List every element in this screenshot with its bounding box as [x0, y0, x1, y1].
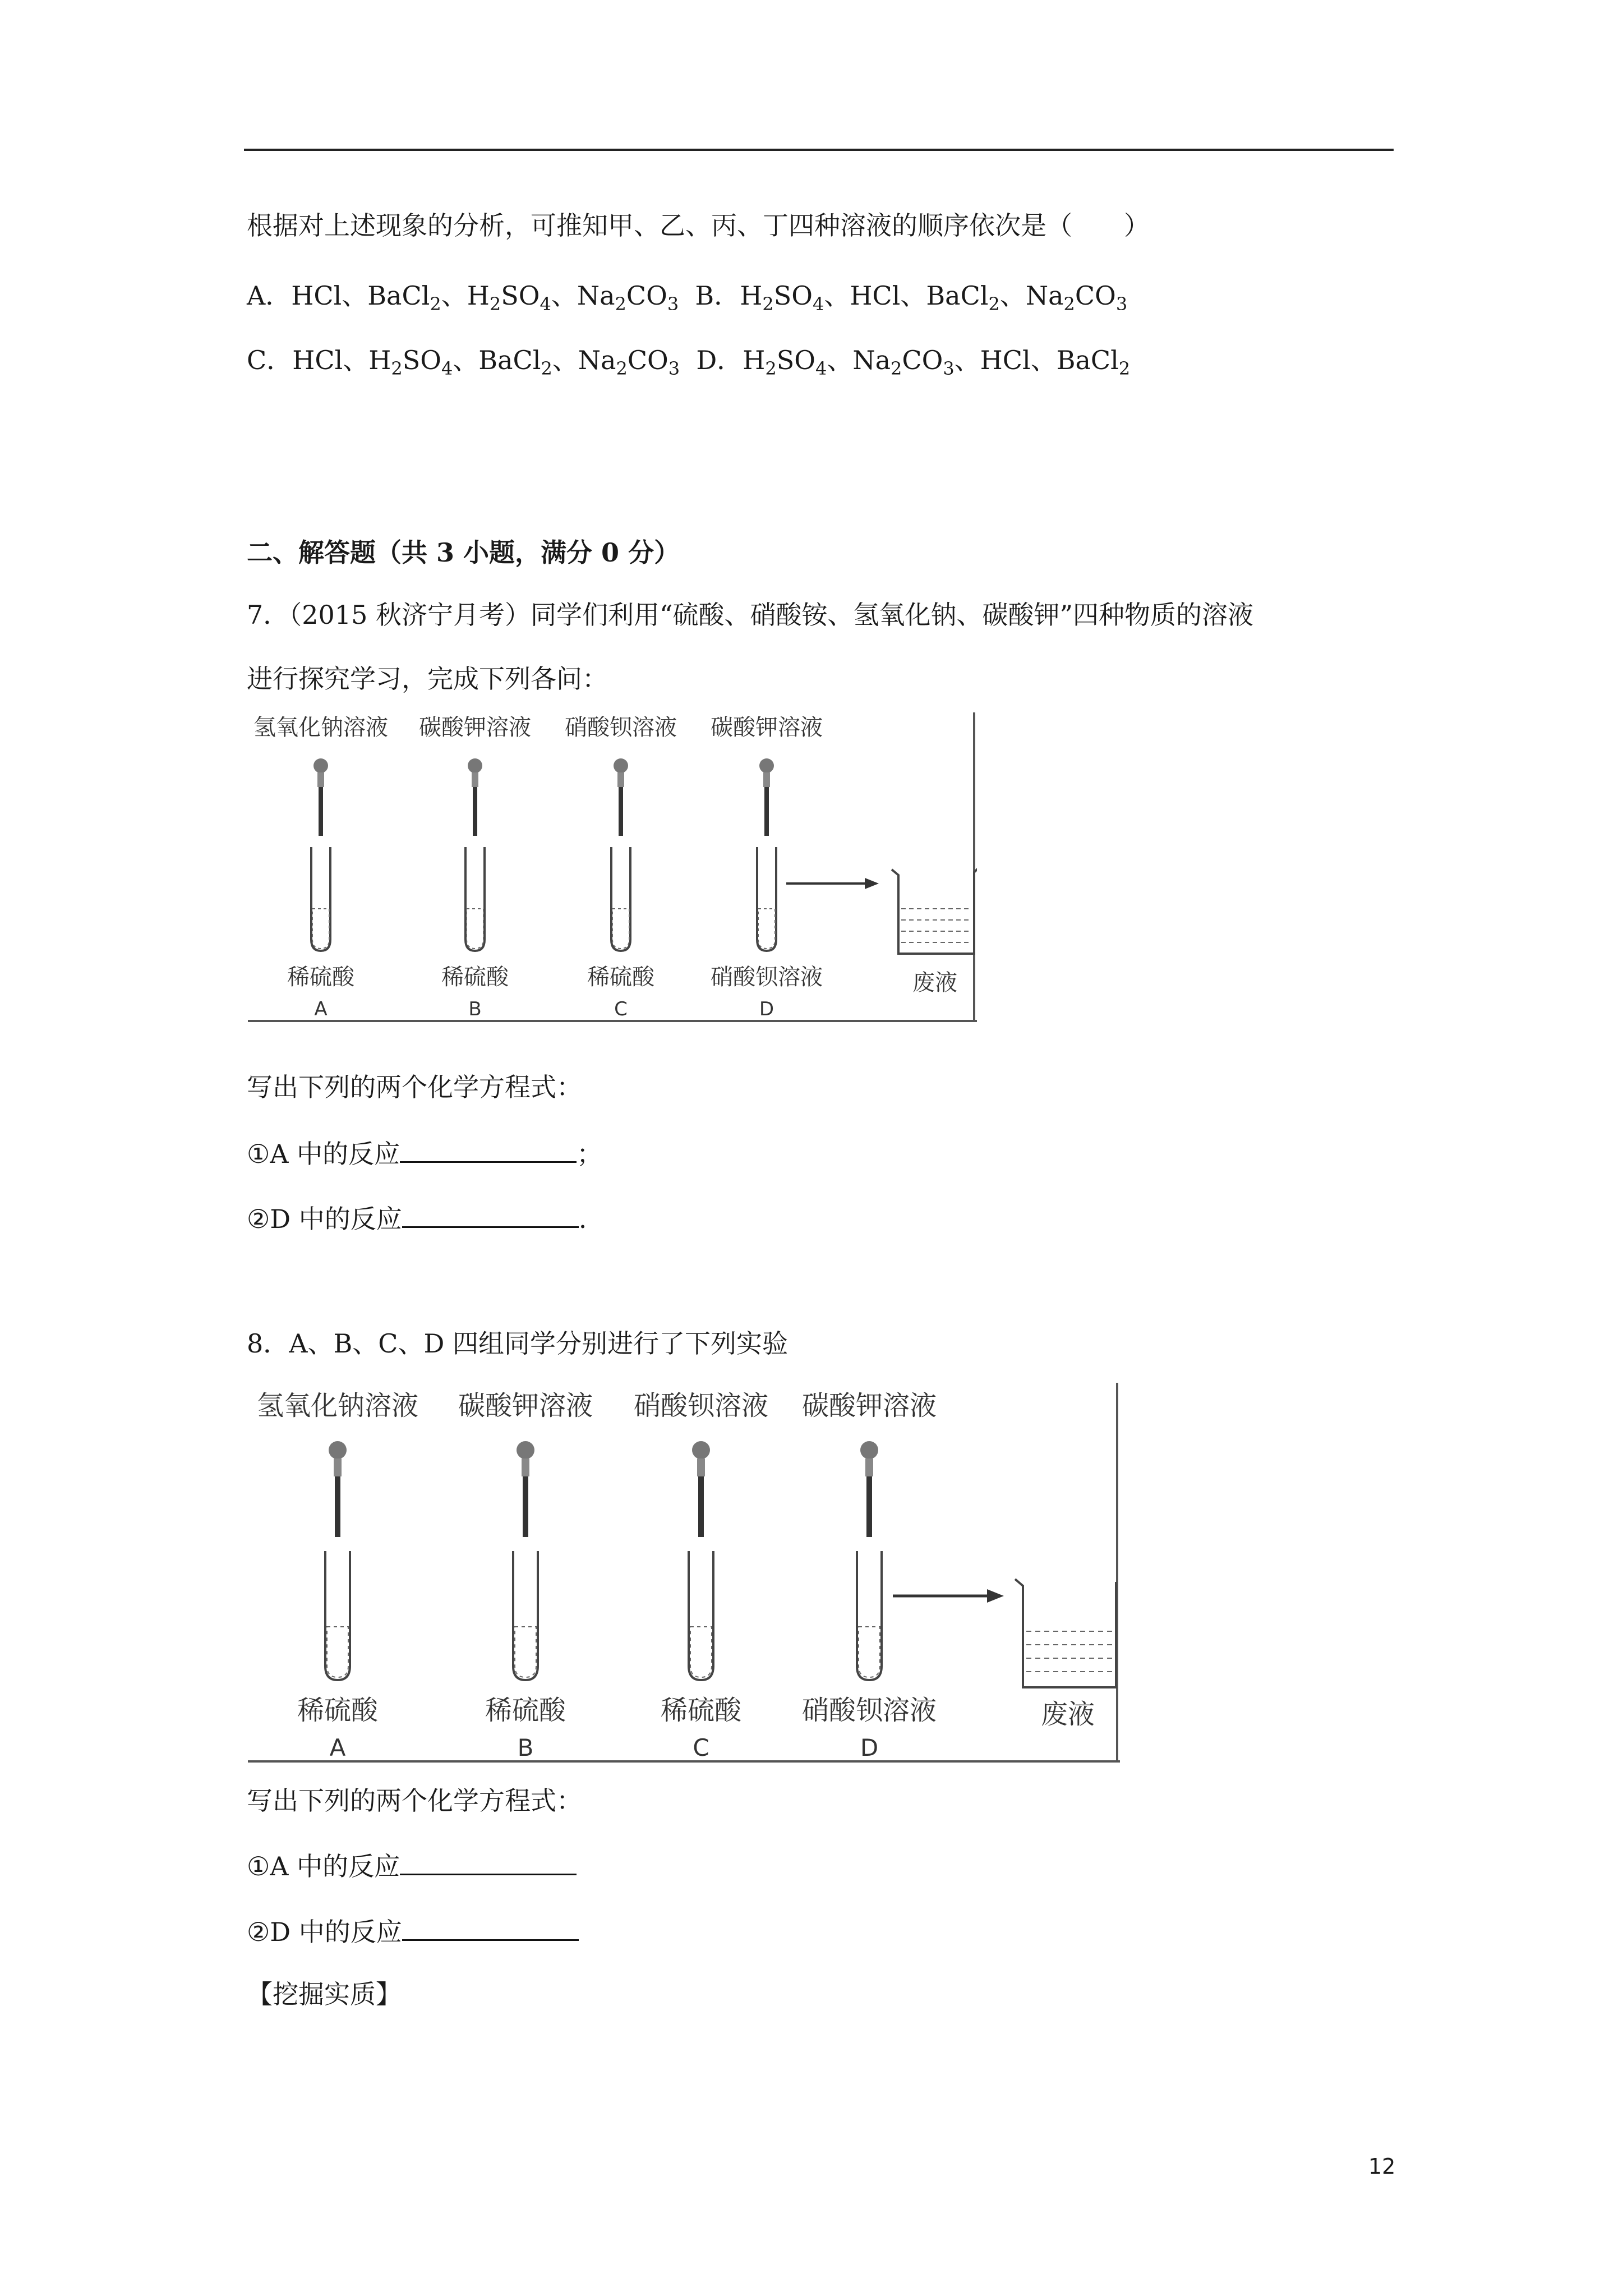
- q7-dropper-label-3: 硝酸钡溶液: [565, 715, 677, 740]
- q7-test-tube-a: [287, 847, 355, 1020]
- q7-tube-label-a: 稀硫酸: [287, 964, 354, 990]
- q8-dropper-label-3: 硝酸钡溶液: [633, 1390, 769, 1421]
- q7-answer-a-end: ；: [577, 1139, 603, 1169]
- q8-letter-d: D: [860, 1734, 879, 1761]
- option-d-label: D．: [696, 345, 743, 375]
- q7-letter-a: A: [314, 998, 328, 1020]
- q7-stem-line1: 7．（2015 秋济宁月考）同学们利用“硫酸、硝酸铵、氢氧化钠、碳酸钾”四种物质的溶液: [247, 600, 1253, 630]
- q7-beaker-label: 废液: [912, 970, 957, 996]
- q8-dropper-4: [802, 1390, 937, 1537]
- q8-dropper-3: [634, 1390, 768, 1537]
- q8-dropper-label-1: 氢氧化钠溶液: [256, 1390, 419, 1421]
- q7-test-tube-b: [441, 847, 509, 1020]
- q7-answer-d-label: ②D 中的反应: [247, 1204, 402, 1234]
- option-d-text: $H_2SO_4$、$Na_2CO_3$、HCl、BaCl$_2$: [743, 345, 1131, 379]
- q7-answer-d-end: .: [578, 1204, 587, 1234]
- q8-letter-c: C: [693, 1734, 709, 1761]
- q7-tube-label-b: 稀硫酸: [441, 964, 509, 990]
- q8-dropper-label-2: 碳酸钾溶液: [458, 1390, 593, 1421]
- option-c-text: HCl、$H_2SO_4$、BaCl$_2$、$Na_2CO_3$: [292, 345, 680, 379]
- q8-tube-label-b: 稀硫酸: [485, 1695, 566, 1726]
- option-c-label: C．: [247, 345, 293, 375]
- q6-options-cd: [247, 343, 1130, 377]
- q8-dropper-1: [257, 1390, 418, 1537]
- q7-prompt: 写出下列的两个化学方程式：: [247, 1072, 582, 1102]
- q8-arrow: [893, 1589, 1004, 1603]
- q8-test-tube-d: [802, 1551, 937, 1761]
- q8-stem: 8．A、B、C、D 四组同学分别进行了下列实验: [247, 1328, 788, 1359]
- q6-options-ab: [247, 279, 1128, 315]
- q8-letter-b: B: [517, 1734, 534, 1761]
- q8-answer-d-label: ②D 中的反应: [247, 1917, 402, 1947]
- q7-dropper-label-2: 碳酸钾溶液: [419, 715, 531, 740]
- q7-dropper-label-4: 碳酸钾溶液: [711, 715, 823, 740]
- q7-tube-label-c: 稀硫酸: [587, 964, 654, 990]
- option-b-text: $H_2SO_4$、HCl、BaCl$_2$、$Na_2CO_3$: [740, 280, 1128, 315]
- q7-answer-a-blank[interactable]: [400, 1137, 577, 1163]
- q8-dropper-label-4: 碳酸钾溶液: [801, 1390, 937, 1421]
- page-number: 12: [1368, 2154, 1396, 2179]
- q8-test-tube-a: [297, 1551, 379, 1761]
- header-rule: [244, 149, 1394, 151]
- q8-answer-a-label: ①A 中的反应: [247, 1851, 400, 1881]
- option-a-text: HCl、BaCl$_2$、$H_2SO_4$、$Na_2CO_3$: [291, 280, 679, 315]
- q8-answer-d-blank[interactable]: [402, 1915, 579, 1941]
- q8-tube-label-a: 稀硫酸: [297, 1695, 379, 1726]
- q7-answer-a: [247, 1137, 602, 1171]
- q8-test-tube-b: [485, 1551, 566, 1761]
- q7-dropper-2: [419, 715, 531, 836]
- section-heading: 二、解答题（共 3 小题，满分 0 分）: [247, 537, 680, 568]
- q7-test-tube-c: [587, 847, 655, 1020]
- q7-letter-b: B: [468, 998, 482, 1020]
- q8-experiment-figure: [248, 1380, 1120, 1767]
- q8-tube-label-c: 稀硫酸: [660, 1695, 742, 1726]
- q8-answer-a: [247, 1849, 577, 1883]
- q7-experiment-figure: [248, 710, 977, 1024]
- q7-dropper-4: [711, 715, 823, 836]
- q7-tube-label-d: 硝酸钡溶液: [711, 964, 823, 990]
- q7-dropper-label-1: 氢氧化钠溶液: [253, 715, 388, 740]
- q7-test-tube-d: [711, 847, 823, 1020]
- q8-answer-d: [247, 1915, 579, 1949]
- q6-stem: 根据对上述现象的分析，可推知甲、乙、丙、丁四种溶液的顺序依次是（ ）: [247, 210, 1150, 241]
- option-a-label: A．: [247, 280, 292, 311]
- q8-prompt: 写出下列的两个化学方程式：: [247, 1786, 582, 1816]
- q8-beaker: [1015, 1579, 1116, 1730]
- q7-letter-c: C: [614, 998, 628, 1020]
- q7-arrow: [786, 878, 879, 889]
- q7-stem-line2: 进行探究学习，完成下列各问：: [247, 664, 608, 694]
- section-tag: 【挖掘实质】: [247, 1979, 402, 2009]
- q8-test-tube-c: [661, 1551, 742, 1761]
- q7-dropper-1: [253, 715, 388, 836]
- q7-beaker: [892, 867, 977, 996]
- q8-answer-a-blank[interactable]: [400, 1849, 577, 1875]
- q8-tube-label-d: 硝酸钡溶液: [801, 1695, 937, 1726]
- q8-beaker-label: 废液: [1040, 1699, 1095, 1730]
- q8-letter-a: A: [329, 1734, 346, 1761]
- option-b-label: B．: [695, 280, 740, 311]
- q7-letter-d: D: [759, 998, 774, 1020]
- q7-answer-a-label: ①A 中的反应: [247, 1139, 400, 1169]
- q7-answer-d: [247, 1202, 587, 1236]
- q8-dropper-2: [458, 1390, 593, 1537]
- q7-dropper-3: [565, 715, 677, 836]
- q7-answer-d-blank[interactable]: [402, 1202, 579, 1228]
